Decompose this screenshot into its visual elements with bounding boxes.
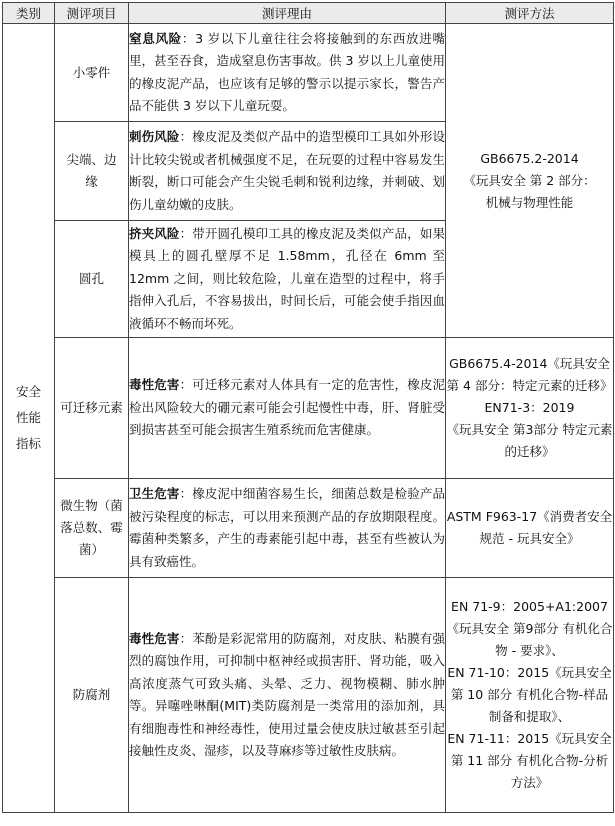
method-line: 《玩具安全 第3部分 特定元素的迁移》	[446, 422, 613, 459]
table-row	[3, 338, 614, 479]
method-line: GB6675.2-2014	[480, 150, 579, 166]
reason-label: 窒息风险	[129, 30, 182, 46]
method-line: 机械与物理性能	[485, 194, 574, 210]
reason-cell	[129, 578, 446, 813]
method-line: EN71-3：2019	[484, 400, 575, 415]
table-row	[3, 24, 614, 122]
table-row	[3, 578, 614, 813]
header-reason: 测评理由	[129, 3, 446, 24]
method-line: GB6675.4-2014《玩具安全 第 4 部分：特定元素的迁移》	[446, 356, 613, 393]
reason-label: 毒性危害	[129, 377, 180, 393]
reason-label: 刺伤风险	[129, 129, 180, 144]
header-item: 测评项目	[55, 3, 129, 24]
method-line: EN 71-11：2015《玩具安全 第 11 部分 有机化合物-分析方法》	[447, 731, 612, 790]
header-row	[3, 3, 614, 24]
item-cell	[55, 122, 129, 221]
method-cell	[446, 338, 614, 479]
reason-cell	[129, 479, 446, 578]
reason-label: 挤夹风险	[129, 225, 180, 241]
item-cell: 防腐剂	[55, 578, 129, 813]
item-cell: 小零件	[55, 24, 129, 122]
header-method: 测评方法	[446, 3, 614, 24]
item-text: 尖端、边缘	[66, 152, 117, 189]
method-line: EN 71-10：2015《玩具安全 第 10 部分 有机化合物-样品制备和提取》、	[447, 665, 612, 724]
item-cell	[55, 479, 129, 578]
reason-label: 毒性危害	[129, 630, 180, 646]
reason-cell	[129, 122, 446, 221]
item-text: 可迁移元素	[60, 400, 123, 415]
item-cell: 圆孔	[55, 221, 129, 338]
reason-text: ：可迁移元素对人体具有一定的危害性，橡皮泥检出风险较大的硼元素可能会引起慢性中毒，肝、肾脏受到损害甚至可能会损害生殖系统而危害健康。	[129, 377, 445, 438]
table-row	[3, 479, 614, 578]
reason-cell	[129, 338, 446, 479]
method-line: ASTM F963-17《消费者安全规范 - 玩具安全》	[446, 509, 613, 546]
evaluation-table	[2, 2, 614, 813]
reason-text: ：橡皮泥中细菌容易生长，细菌总数是检验产品被污染程度的标志，可以用来预测产品的存放期限程度。霉菌种类繁多，产生的毒素能引起中毒，甚至有些被认为具有致癌性。	[129, 486, 445, 569]
method-cell	[446, 24, 614, 338]
reason-text: ：3 岁以下儿童往往会将接触到的东西放进嘴里，甚至吞食，造成窒息伤害事故。供 3 岁以上儿童使用的橡皮泥产品，也应该有足够的警示以提示家长，警告产品不能供 3 岁以下儿童玩耍。	[129, 30, 445, 113]
reason-label: 卫生危害	[129, 486, 180, 501]
reason-text: ：苯酚是彩泥常用的防腐剂，对皮肤、粘膜有强烈的腐蚀作用，可抑制中枢神经或损害肝、肾功能，吸入高浓度蒸气可致头痛、头晕、乏力、视物模糊、肺水肿等。异噻唑啉酮(MIT)类防腐剂是一类常用的添加剂，具有细胞毒性和神经毒性，使用过量会使皮肤过敏甚至引起接触性皮炎、湿疹，以及荨麻疹等过敏性皮肤病。	[129, 630, 445, 758]
reason-cell	[129, 221, 446, 338]
category-text: 安全性能指标	[15, 384, 41, 451]
item-text: 微生物（菌落总数、霉菌）	[60, 498, 123, 557]
reason-text: ：带开圆孔模印工具的橡皮泥及类似产品，如果模具上的圆孔壁厚不足 1.58mm，孔径在 6mm 至 12mm 之间，则比较危险，儿童在造型的过程中，将手指伸入孔后，不容易拔出，时间长后，可能会使手指因血液循环不畅而坏死。	[129, 225, 445, 331]
method-cell	[446, 479, 614, 578]
reason-cell	[129, 24, 446, 122]
reason-text: ：橡皮泥及类似产品中的造型模印工具如外形设计比较尖锐或者机械强度不足，在玩耍的过程中容易发生断裂，断口可能会产生尖锐毛刺和锐利边缘，并刺破、划伤儿童幼嫩的皮肤。	[129, 129, 445, 212]
item-cell	[55, 338, 129, 479]
method-cell	[446, 578, 614, 813]
method-line: 《玩具安全 第 2 部分：	[463, 172, 596, 188]
table-container	[2, 2, 614, 813]
category-cell	[3, 24, 55, 813]
method-line: EN 71-9：2005+A1:2007《玩具安全 第9部分 有机化合物 - 要求》、	[446, 599, 613, 658]
header-category: 类别	[3, 3, 55, 24]
